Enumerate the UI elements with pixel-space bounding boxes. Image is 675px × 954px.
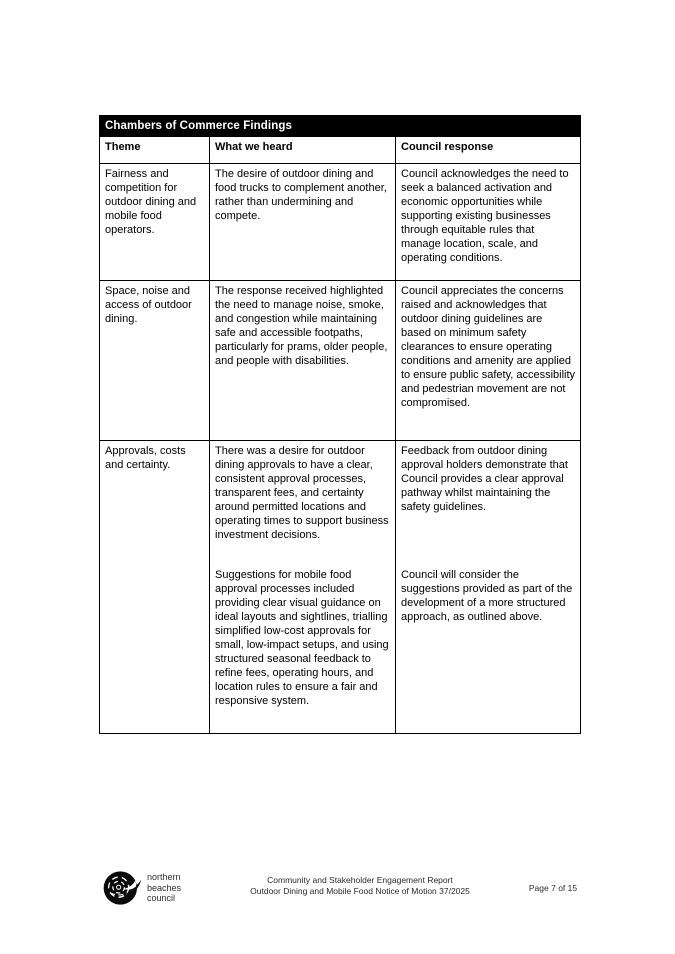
heard-paragraph-2: Suggestions for mobile food approval processes included providing clear visual guidance on ideal layouts and sightlines, trialling simplified low-cost approvals for small, low-impact setups, and using structured seasonal feedback to refine fees, operating hours, and location rules to ensure a fair and responsive system. [215,569,389,707]
cell-theme [100,441,210,734]
column-header-council-response: Council response [396,137,581,164]
table-row [100,164,581,281]
response-paragraph: Council acknowledges the need to seek a balanced activation and economic opportunities while supporting existing businesses through equitable rules that manage location, scale, and operating conditions. [401,168,569,264]
heard-paragraph: The desire of outdoor dining and food trucks to complement another, rather than undermining and compete. [215,168,387,222]
footer-report-line-1: Community and Stakeholder Engagement Report [267,875,453,885]
cell-theme [100,281,210,441]
footer-report-line-2: Outdoor Dining and Mobile Food Notice of Motion 37/2025 [250,886,470,896]
cell-what-we-heard [210,164,396,281]
page-number: Page 7 of 15 [528,883,578,893]
cell-council-response [396,441,581,734]
table-row [100,441,581,734]
logo-word-beaches: beaches [147,882,182,893]
footer-report-title [160,875,560,897]
response-paragraph-2: Council will consider the suggestions provided as part of the development of a more structured approach, as outlined above. [401,569,573,623]
logo-word-council: council [147,893,176,903]
heard-paragraph: There was a desire for outdoor dining approvals to have a clear, consistent approval processes, transparent fees, and certainty around permitted locations and operating times to support business investment decisions. [215,445,389,541]
theme-text: Fairness and competition for outdoor dining and mobile food operators. [105,168,197,236]
theme-text: Approvals, costs and certainty. [105,445,186,471]
table-row [100,281,581,441]
theme-text: Space, noise and access of outdoor dining. [105,285,192,325]
cell-what-we-heard [210,441,396,734]
findings-table [99,115,581,734]
council-logo-icon [102,868,142,908]
cell-council-response [396,164,581,281]
table-header-row [100,137,581,164]
column-header-theme: Theme [100,137,210,164]
table-title: Chambers of Commerce Findings [100,116,581,137]
response-paragraph: Feedback from outdoor dining approval holders demonstrate that Council provides a clear approval pathway whilst maintaining the safety guidelines. [401,445,568,513]
response-paragraph: Council appreciates the concerns raised and acknowledges that outdoor dining guidelines are based on minimum safety clearances to ensure operating conditions and amenity are applied to ensure public safety, accessibility and pedestrian movement are not compromised. [401,285,576,409]
logo-word-northern: northern [147,872,181,882]
cell-what-we-heard [210,281,396,441]
table-title-row [100,116,581,137]
column-header-what-we-heard: What we heard [210,137,396,164]
cell-council-response [396,281,581,441]
cell-theme [100,164,210,281]
heard-paragraph: The response received highlighted the need to manage noise, smoke, and congestion while maintaining safe and accessible footpaths, particularly for prams, older people, and people with disabilities. [215,285,388,367]
